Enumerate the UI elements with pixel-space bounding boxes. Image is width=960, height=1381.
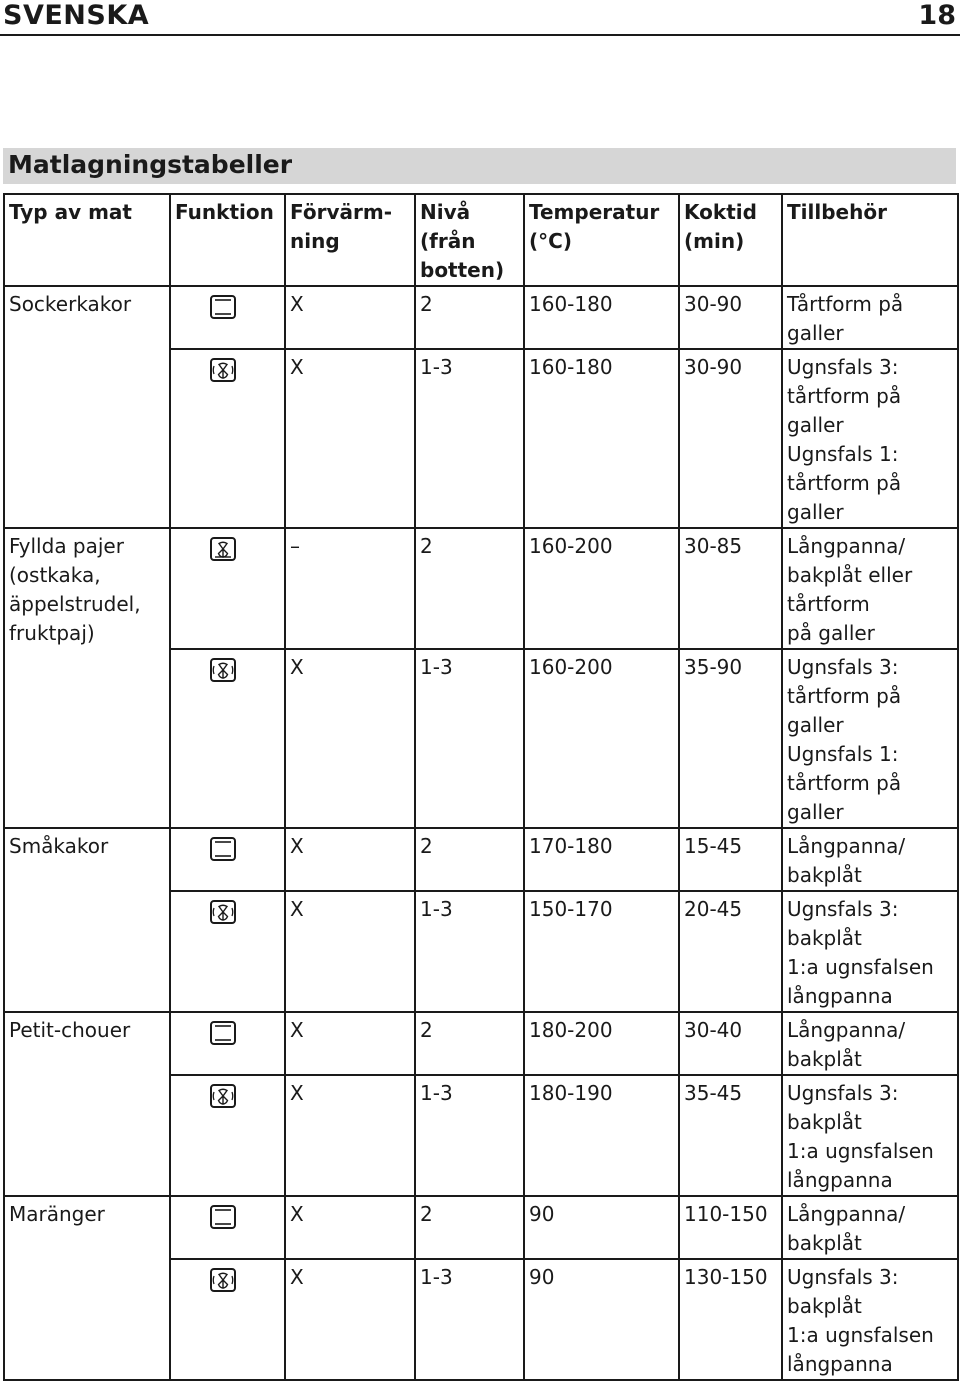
cell-temperature: 160-180 (524, 349, 679, 528)
cell-function (170, 891, 285, 1012)
cell-level: 1-3 (415, 1259, 524, 1380)
cell-food (4, 349, 170, 528)
cell-function (170, 286, 285, 349)
cell-time: 35-45 (679, 1075, 782, 1196)
fan-heating-icon (209, 1267, 237, 1293)
cell-temperature: 170-180 (524, 828, 679, 891)
cell-accessory: Ugnsfals 3: bakplåt 1:a ugnsfalsen långpanna (782, 1075, 958, 1196)
cell-preheat: X (285, 1196, 415, 1259)
cell-preheat: X (285, 1259, 415, 1380)
fan-heating-icon (209, 1083, 237, 1109)
cell-time: 20-45 (679, 891, 782, 1012)
page-header (0, 0, 960, 36)
cell-preheat: X (285, 1075, 415, 1196)
table-row (4, 649, 958, 828)
cell-temperature: 90 (524, 1196, 679, 1259)
cell-level: 1-3 (415, 891, 524, 1012)
table-body (4, 286, 958, 1380)
cell-level: 2 (415, 1196, 524, 1259)
cell-temperature: 180-190 (524, 1075, 679, 1196)
cell-time: 110-150 (679, 1196, 782, 1259)
cell-time: 30-85 (679, 528, 782, 649)
cell-accessory: Långpanna/ bakplåt eller tårtform på galler (782, 528, 958, 649)
column-header-preheat: Förvärm- ning (285, 194, 415, 286)
cell-food: Fyllda pajer (ostkaka, äppelstrudel, fruktpaj) (4, 528, 170, 649)
column-header-temperature: Temperatur (°C) (524, 194, 679, 286)
cell-accessory: Ugnsfals 3: tårtform på galler Ugnsfals 1: tårtform på galler (782, 349, 958, 528)
table-row (4, 528, 958, 649)
cell-function (170, 1012, 285, 1075)
cell-preheat: X (285, 891, 415, 1012)
cell-level: 1-3 (415, 1075, 524, 1196)
column-header-function: Funktion (170, 194, 285, 286)
cell-preheat: – (285, 528, 415, 649)
cell-level: 2 (415, 528, 524, 649)
fan-heating-icon (209, 657, 237, 683)
cell-temperature: 160-200 (524, 528, 679, 649)
conventional-heating-icon (209, 836, 237, 862)
cell-accessory: Långpanna/ bakplåt (782, 1012, 958, 1075)
cell-accessory: Ugnsfals 3: tårtform på galler Ugnsfals 1: tårtform på galler (782, 649, 958, 828)
column-header-level: Nivå (från botten) (415, 194, 524, 286)
section-title: Matlagningstabeller (8, 150, 293, 179)
table-row (4, 349, 958, 528)
column-header-time: Koktid (min) (679, 194, 782, 286)
cell-time: 30-90 (679, 349, 782, 528)
table-row (4, 828, 958, 891)
conventional-heating-icon (209, 1020, 237, 1046)
column-header-accessory: Tillbehör (782, 194, 958, 286)
cell-food (4, 649, 170, 828)
cell-temperature: 160-180 (524, 286, 679, 349)
column-header-food: Typ av mat (4, 194, 170, 286)
cell-food: Maränger (4, 1196, 170, 1259)
cell-time: 130-150 (679, 1259, 782, 1380)
cooking-table (3, 193, 959, 1381)
cell-preheat: X (285, 349, 415, 528)
cell-preheat: X (285, 649, 415, 828)
cell-accessory: Tårtform på galler (782, 286, 958, 349)
cell-food (4, 891, 170, 1012)
cell-accessory: Långpanna/ bakplåt (782, 828, 958, 891)
cell-function (170, 828, 285, 891)
cell-function (170, 649, 285, 828)
cell-time: 30-40 (679, 1012, 782, 1075)
table-header-row (4, 194, 958, 286)
cell-function (170, 1259, 285, 1380)
cell-time: 30-90 (679, 286, 782, 349)
cell-accessory: Ugnsfals 3: bakplåt 1:a ugnsfalsen långpanna (782, 1259, 958, 1380)
cell-level: 2 (415, 286, 524, 349)
cell-function (170, 349, 285, 528)
cell-food: Sockerkakor (4, 286, 170, 349)
cell-function (170, 1196, 285, 1259)
cell-food (4, 1075, 170, 1196)
cell-level: 1-3 (415, 649, 524, 828)
conventional-heating-icon (209, 294, 237, 320)
section-title-bar (3, 148, 956, 184)
table-row (4, 1075, 958, 1196)
fan-heating-icon (209, 899, 237, 925)
cell-temperature: 160-200 (524, 649, 679, 828)
cell-food: Petit-chouer (4, 1012, 170, 1075)
cell-accessory: Ugnsfals 3: bakplåt 1:a ugnsfalsen långpanna (782, 891, 958, 1012)
table-row (4, 1012, 958, 1075)
cell-level: 2 (415, 1012, 524, 1075)
page-number: 18 (918, 0, 956, 31)
cell-temperature: 150-170 (524, 891, 679, 1012)
language-label: SVENSKA (3, 0, 150, 31)
cell-level: 1-3 (415, 349, 524, 528)
cell-temperature: 90 (524, 1259, 679, 1380)
cell-accessory: Långpanna/ bakplåt (782, 1196, 958, 1259)
cell-preheat: X (285, 1012, 415, 1075)
cell-function (170, 1075, 285, 1196)
cell-level: 2 (415, 828, 524, 891)
cell-function (170, 528, 285, 649)
table-row (4, 1196, 958, 1259)
cell-temperature: 180-200 (524, 1012, 679, 1075)
table-row (4, 286, 958, 349)
conventional-heating-icon (209, 1204, 237, 1230)
cell-time: 35-90 (679, 649, 782, 828)
cell-preheat: X (285, 286, 415, 349)
table-row (4, 1259, 958, 1380)
fan-heating-icon (209, 357, 237, 383)
cell-preheat: X (285, 828, 415, 891)
fan-bottom-heating-icon (209, 536, 237, 562)
table-row (4, 891, 958, 1012)
cell-food (4, 1259, 170, 1380)
cell-time: 15-45 (679, 828, 782, 891)
cell-food: Småkakor (4, 828, 170, 891)
